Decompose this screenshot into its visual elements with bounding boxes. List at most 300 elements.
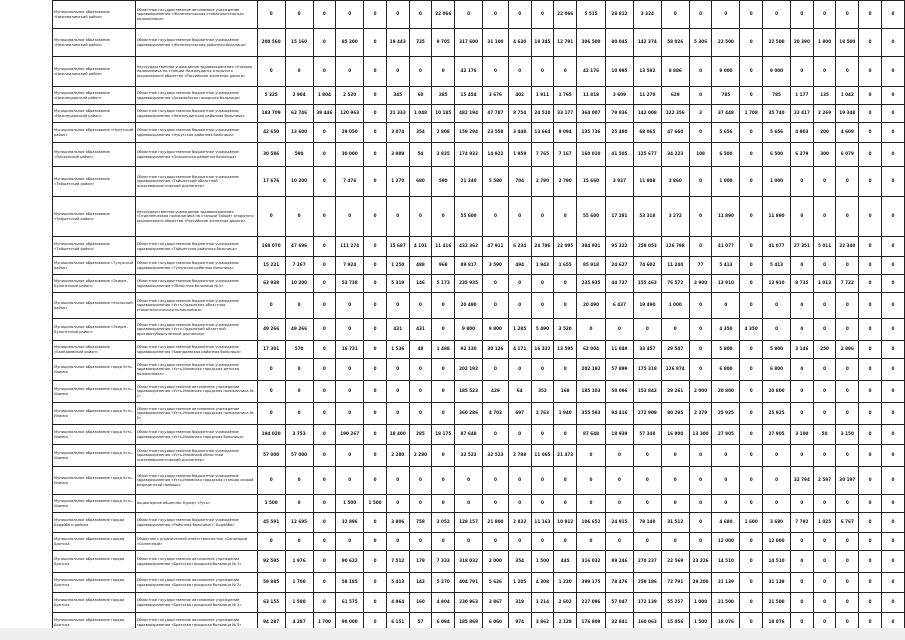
- value-cell: 0: [790, 1, 813, 29]
- value-cell: 0: [689, 123, 712, 143]
- value-cell: 0: [364, 425, 387, 445]
- value-cell: 0: [605, 533, 633, 551]
- value-cell: 5 306: [689, 29, 712, 57]
- municipality-cell: Муниципальное образование город Усть-Илимск: [53, 467, 136, 495]
- value-cell: 9 800: [455, 319, 483, 341]
- value-cell: 0: [661, 1, 689, 29]
- value-cell: 90 622: [336, 551, 364, 573]
- table-row: [53, 1, 905, 29]
- value-cell: 0: [364, 445, 387, 467]
- value-cell: 345: [386, 87, 409, 105]
- value-cell: 250: [813, 341, 836, 359]
- value-cell: 23 558: [483, 123, 509, 143]
- value-cell: 0: [313, 1, 336, 29]
- value-cell: 0: [554, 495, 577, 513]
- value-cell: 6 767: [836, 513, 859, 533]
- value-cell: 142 008: [633, 105, 661, 123]
- table-row: [53, 551, 905, 573]
- value-cell: 0: [740, 123, 763, 143]
- value-cell: 0: [813, 257, 836, 275]
- organization-cell: Негосударственное учреждение здравоохранения «Отделенческая поликлиника на станции Тайшет открытого акционерного общества «Российские железные дороги»: [135, 197, 257, 237]
- value-cell: 590: [432, 167, 455, 197]
- value-cell: 106 652: [577, 513, 606, 533]
- value-cell: 168: [554, 381, 577, 403]
- value-cell: 0: [285, 359, 313, 381]
- value-cell: 0: [859, 425, 882, 445]
- value-cell: 12 000: [763, 533, 791, 551]
- value-cell: 3 989: [386, 143, 409, 167]
- value-cell: 399 175: [577, 573, 606, 593]
- value-cell: 5 580: [483, 167, 509, 197]
- value-cell: 0: [790, 403, 813, 425]
- value-cell: 0: [813, 495, 836, 513]
- value-cell: 57 047: [605, 593, 633, 613]
- value-cell: 6 094: [432, 613, 455, 633]
- value-cell: 3 590: [483, 257, 509, 275]
- table-row: [53, 425, 905, 445]
- value-cell: 0: [859, 359, 882, 381]
- municipality-cell: Муниципальное образование город Усть-Илимск: [53, 425, 136, 445]
- value-cell: 49 266: [285, 319, 313, 341]
- value-cell: 2 597: [813, 467, 836, 495]
- value-cell: 4 171: [508, 341, 531, 359]
- value-cell: 0: [386, 197, 409, 237]
- value-cell: 0: [740, 613, 763, 633]
- value-cell: 0: [763, 293, 791, 319]
- value-cell: 0: [313, 257, 336, 275]
- value-cell: 7 792: [790, 513, 813, 533]
- value-cell: 0: [813, 197, 836, 237]
- value-cell: 183 709: [257, 105, 285, 123]
- value-cell: 355 583: [577, 403, 606, 425]
- value-cell: 0: [313, 381, 336, 403]
- value-cell: 0: [432, 319, 455, 341]
- value-cell: 0: [836, 257, 859, 275]
- value-cell: 0: [881, 29, 904, 57]
- value-cell: 0: [881, 237, 904, 257]
- value-cell: 0: [740, 467, 763, 495]
- value-cell: 3 937: [605, 167, 633, 197]
- value-cell: 0: [790, 445, 813, 467]
- value-cell: 0: [881, 57, 904, 87]
- value-cell: 194 020: [257, 425, 285, 445]
- value-cell: 354: [508, 551, 531, 573]
- value-cell: 0: [336, 467, 364, 495]
- value-cell: 5 413: [712, 257, 740, 275]
- value-cell: 11 890: [712, 197, 740, 237]
- value-cell: 175 318: [633, 359, 661, 381]
- value-cell: 108: [689, 143, 712, 167]
- value-cell: 1 500: [531, 551, 554, 573]
- value-cell: 0: [689, 197, 712, 237]
- value-cell: 0: [836, 167, 859, 197]
- value-cell: 0: [386, 403, 409, 425]
- value-cell: 0: [881, 403, 904, 425]
- value-cell: 1 000: [763, 167, 791, 197]
- value-cell: 17 281: [605, 197, 633, 237]
- value-cell: 4 350: [712, 319, 740, 341]
- value-cell: 13 910: [763, 275, 791, 293]
- value-cell: 0: [257, 57, 285, 87]
- table-row: [53, 381, 905, 403]
- value-cell: 354: [409, 123, 432, 143]
- value-cell: 57 348: [633, 425, 661, 445]
- value-cell: 41 077: [712, 237, 740, 257]
- value-cell: 364 007: [577, 105, 606, 123]
- value-cell: 5 490: [531, 319, 554, 341]
- municipality-cell: Муниципальное образование город Усть-Илимск: [53, 381, 136, 403]
- value-cell: 5 800: [712, 341, 740, 359]
- value-cell: 179: [409, 551, 432, 573]
- value-cell: 1 655: [554, 257, 577, 275]
- organization-cell: Областное государственное бюджетное учреждение здравоохранения «Нукутская районная больница»: [135, 123, 257, 143]
- value-cell: 590: [285, 143, 313, 167]
- value-cell: 176 809: [577, 613, 606, 633]
- value-cell: 0: [881, 105, 904, 123]
- value-cell: 0: [554, 533, 577, 551]
- value-cell: 16 332: [531, 341, 554, 359]
- value-cell: 41 505: [605, 143, 633, 167]
- value-cell: 16 900: [661, 425, 689, 445]
- value-cell: 0: [859, 1, 882, 29]
- value-cell: 34 223: [661, 143, 689, 167]
- value-cell: 570: [285, 341, 313, 359]
- value-cell: 47 911: [483, 237, 509, 257]
- value-cell: 0: [336, 359, 364, 381]
- value-cell: 1 205: [508, 573, 531, 593]
- value-cell: 31 139: [763, 573, 791, 593]
- value-cell: 5 413: [386, 573, 409, 593]
- value-cell: 0: [336, 381, 364, 403]
- value-cell: 445: [554, 551, 577, 573]
- value-cell: 31 139: [712, 573, 740, 593]
- organization-cell: Областное государственное автономное учреждение здравоохранения «Братская городская больница № 2»: [135, 573, 257, 593]
- value-cell: 0: [455, 1, 483, 29]
- value-cell: 68 065: [633, 123, 661, 143]
- value-cell: 1 500: [257, 495, 285, 513]
- value-cell: 10 185: [432, 105, 455, 123]
- value-cell: 0: [577, 533, 606, 551]
- value-cell: 15 660: [577, 167, 606, 197]
- value-cell: 0: [432, 57, 455, 87]
- value-cell: 19 443: [386, 29, 409, 57]
- value-cell: 9 000: [712, 57, 740, 87]
- value-cell: 48: [409, 341, 432, 359]
- value-cell: 0: [740, 275, 763, 293]
- value-cell: 11 240: [661, 257, 689, 275]
- value-cell: 0: [364, 29, 387, 57]
- value-cell: 1 940: [554, 403, 577, 425]
- municipality-cell: Муниципальное образование город Усть-Илимск: [53, 359, 136, 381]
- value-cell: 0: [836, 445, 859, 467]
- value-cell: 0: [483, 467, 509, 495]
- value-cell: 0: [881, 167, 904, 197]
- value-cell: 0: [881, 467, 904, 495]
- value-cell: 6 800: [712, 359, 740, 381]
- value-cell: 4 703: [483, 403, 509, 425]
- value-cell: 0: [285, 57, 313, 87]
- value-cell: 89 817: [455, 257, 483, 275]
- value-cell: 27 905: [712, 425, 740, 445]
- value-cell: 22 066: [432, 1, 455, 29]
- value-cell: 2 379: [689, 403, 712, 425]
- table-row: [53, 533, 905, 551]
- value-cell: 0: [740, 573, 763, 593]
- value-cell: 0: [813, 573, 836, 593]
- value-cell: 60: [409, 87, 432, 105]
- value-cell: 3 146: [790, 341, 813, 359]
- value-cell: 3 753: [285, 425, 313, 445]
- value-cell: 22 095: [554, 237, 577, 257]
- value-cell: 0: [313, 359, 336, 381]
- value-cell: 0: [364, 359, 387, 381]
- value-cell: 1 000: [661, 293, 689, 319]
- value-cell: 11 416: [432, 237, 455, 257]
- value-cell: 0: [531, 425, 554, 445]
- value-cell: 0: [483, 197, 509, 237]
- value-cell: 62 004: [577, 341, 606, 359]
- value-cell: 2 763: [531, 403, 554, 425]
- table-row: [53, 359, 905, 381]
- value-cell: 0: [881, 613, 904, 633]
- value-cell: 0: [386, 57, 409, 87]
- value-cell: 21 500: [763, 593, 791, 613]
- table-row: [53, 341, 905, 359]
- value-cell: 1 536: [386, 341, 409, 359]
- organization-cell: Областное государственное бюджетное учреждение здравоохранения «Алзамайская городская больница»: [135, 87, 257, 105]
- value-cell: 0: [605, 495, 633, 513]
- value-cell: 0: [386, 293, 409, 319]
- value-cell: 0: [881, 445, 904, 467]
- table-row: [53, 403, 905, 425]
- municipality-cell: Муниципальное образование «Тайшетский район»: [53, 167, 136, 197]
- value-cell: 0: [836, 293, 859, 319]
- value-cell: 1 765: [554, 87, 577, 105]
- value-cell: 14 922: [483, 143, 509, 167]
- value-cell: 0: [790, 533, 813, 551]
- value-cell: 50: [813, 425, 836, 445]
- value-cell: 0: [554, 275, 577, 293]
- value-cell: 15 687: [386, 237, 409, 257]
- value-cell: 10 200: [285, 167, 313, 197]
- value-cell: 0: [554, 293, 577, 319]
- value-cell: 7 167: [554, 143, 577, 167]
- value-cell: 0: [836, 319, 859, 341]
- value-cell: 0: [554, 359, 577, 381]
- value-cell: 0: [554, 197, 577, 237]
- value-cell: 55 600: [577, 197, 606, 237]
- value-cell: 185 523: [455, 381, 483, 403]
- value-cell: 0: [531, 495, 554, 513]
- value-cell: 12 791: [554, 29, 577, 57]
- value-cell: 2 904: [285, 87, 313, 105]
- value-cell: 0: [432, 403, 455, 425]
- value-cell: 1 042: [836, 87, 859, 105]
- value-cell: 0: [364, 551, 387, 573]
- municipality-cell: Муниципальное образование города Бодайбо и района: [53, 513, 136, 533]
- value-cell: 0: [881, 123, 904, 143]
- value-cell: 1 177: [790, 87, 813, 105]
- value-cell: 6 500: [712, 143, 740, 167]
- value-cell: 0: [859, 197, 882, 237]
- value-cell: 0: [881, 533, 904, 551]
- value-cell: 7 267: [285, 257, 313, 275]
- value-cell: 57 899: [605, 359, 633, 381]
- value-cell: 0: [881, 257, 904, 275]
- value-cell: 0: [285, 197, 313, 237]
- table-row: [53, 57, 905, 87]
- value-cell: 20 490: [455, 293, 483, 319]
- municipality-cell: Муниципальное образование «Баяндаевский район»: [53, 341, 136, 359]
- value-cell: 15 160: [285, 29, 313, 57]
- value-cell: 429: [483, 381, 509, 403]
- value-cell: 58 026: [661, 29, 689, 57]
- value-cell: 0: [836, 593, 859, 613]
- value-cell: 62 746: [285, 105, 313, 123]
- value-cell: 0: [409, 57, 432, 87]
- value-cell: 0: [813, 167, 836, 197]
- value-cell: 1 488: [432, 341, 455, 359]
- value-cell: 3: [689, 105, 712, 123]
- value-cell: 697: [508, 403, 531, 425]
- value-cell: 185 869: [455, 613, 483, 633]
- value-cell: 0: [313, 29, 336, 57]
- value-cell: 5 800: [763, 341, 791, 359]
- value-cell: 2 000: [483, 551, 509, 573]
- value-cell: 59 885: [257, 573, 285, 593]
- value-cell: 50 096: [605, 381, 633, 403]
- value-cell: 0: [813, 403, 836, 425]
- value-cell: 0: [859, 551, 882, 573]
- value-cell: 12 000: [712, 533, 740, 551]
- value-cell: 18 400: [386, 425, 409, 445]
- value-cell: 0: [531, 275, 554, 293]
- organization-cell: Областное государственное автономное учреждение здравоохранения «Усть-Илимская городская поликлиника № 2»: [135, 403, 257, 425]
- value-cell: 32 523: [455, 445, 483, 467]
- municipality-cell: Муниципальное образование «Эхирит-Булагатский район»: [53, 319, 136, 341]
- value-cell: 21 333: [386, 105, 409, 123]
- value-cell: 0: [432, 495, 455, 513]
- value-cell: 0: [313, 197, 336, 237]
- value-cell: 1 943: [531, 257, 554, 275]
- value-cell: 61 575: [336, 593, 364, 613]
- value-cell: 1 285: [508, 319, 531, 341]
- value-cell: 72 791: [661, 573, 689, 593]
- value-cell: 8 754: [508, 105, 531, 123]
- value-cell: 0: [386, 495, 409, 513]
- value-cell: 0: [763, 495, 791, 513]
- value-cell: 160: [409, 593, 432, 613]
- value-cell: 58 185: [336, 573, 364, 593]
- value-cell: 0: [364, 613, 387, 633]
- value-cell: 30 586: [257, 143, 285, 167]
- value-cell: 0: [633, 533, 661, 551]
- value-cell: 0: [813, 613, 836, 633]
- value-cell: 0: [508, 57, 531, 87]
- value-cell: 0: [257, 403, 285, 425]
- value-cell: 1 500: [364, 495, 387, 513]
- value-cell: 0: [881, 1, 904, 29]
- value-cell: 0: [313, 403, 336, 425]
- value-cell: 0: [836, 359, 859, 381]
- value-cell: 6 500: [763, 143, 791, 167]
- value-cell: 0: [364, 143, 387, 167]
- value-cell: 0: [508, 495, 531, 513]
- municipality-cell: Муниципальное образование город Усть-Илимск: [53, 445, 136, 467]
- value-cell: 0: [257, 467, 285, 495]
- value-cell: 0: [859, 275, 882, 293]
- table-row: [53, 123, 905, 143]
- value-cell: 0: [455, 467, 483, 495]
- value-cell: 0: [790, 167, 813, 197]
- value-cell: 7 476: [336, 167, 364, 197]
- value-cell: 285: [409, 425, 432, 445]
- value-cell: 0: [432, 445, 455, 467]
- value-cell: 0: [508, 425, 531, 445]
- value-cell: 0: [859, 381, 882, 403]
- value-cell: 0: [813, 319, 836, 341]
- medical-organizations-table: [52, 0, 905, 633]
- value-cell: 0: [859, 513, 882, 533]
- value-cell: 0: [689, 57, 712, 87]
- value-cell: 23 226: [689, 551, 712, 573]
- value-cell: 1 700: [285, 573, 313, 593]
- value-cell: 1 214: [531, 593, 554, 613]
- value-cell: 78 140: [633, 513, 661, 533]
- value-cell: 352: [531, 381, 554, 403]
- value-cell: 0: [257, 293, 285, 319]
- municipality-cell: Муниципальное образование «Нижнеилимский район»: [53, 29, 136, 57]
- value-cell: 4 630: [508, 29, 531, 57]
- value-cell: 0: [364, 319, 387, 341]
- value-cell: 0: [836, 551, 859, 573]
- value-cell: 3 900: [689, 275, 712, 293]
- value-cell: 4 804: [432, 593, 455, 613]
- value-cell: 1 959: [508, 143, 531, 167]
- value-cell: 9 000: [763, 57, 791, 87]
- value-cell: 0: [790, 257, 813, 275]
- value-cell: 135 736: [577, 123, 606, 143]
- value-cell: 174 932: [455, 143, 483, 167]
- value-cell: 0: [859, 573, 882, 593]
- value-cell: 15 454: [455, 87, 483, 105]
- value-cell: 1 500: [336, 495, 364, 513]
- value-cell: 128 157: [455, 513, 483, 533]
- value-cell: 3 860: [661, 167, 689, 197]
- value-cell: 92 130: [455, 341, 483, 359]
- municipality-cell: Муниципальное образование города Братска: [53, 573, 136, 593]
- value-cell: 24 915: [605, 513, 633, 533]
- value-cell: 0: [605, 319, 633, 341]
- table-row: [53, 467, 905, 495]
- value-cell: 0: [763, 1, 791, 29]
- value-cell: 0: [859, 467, 882, 495]
- value-cell: 29 261: [661, 381, 689, 403]
- value-cell: 22 569: [661, 551, 689, 573]
- value-cell: 0: [740, 341, 763, 359]
- value-cell: 25 480: [605, 123, 633, 143]
- value-cell: 0: [881, 341, 904, 359]
- value-cell: 0: [790, 293, 813, 319]
- value-cell: 0: [285, 495, 313, 513]
- municipality-cell: Муниципальное образование «Нижнеилимский район»: [53, 57, 136, 87]
- value-cell: 22 500: [763, 29, 791, 57]
- value-cell: 0: [813, 593, 836, 613]
- value-cell: 0: [364, 467, 387, 495]
- value-cell: 159 294: [455, 123, 483, 143]
- value-cell: 0: [409, 533, 432, 551]
- value-cell: 0: [859, 29, 882, 57]
